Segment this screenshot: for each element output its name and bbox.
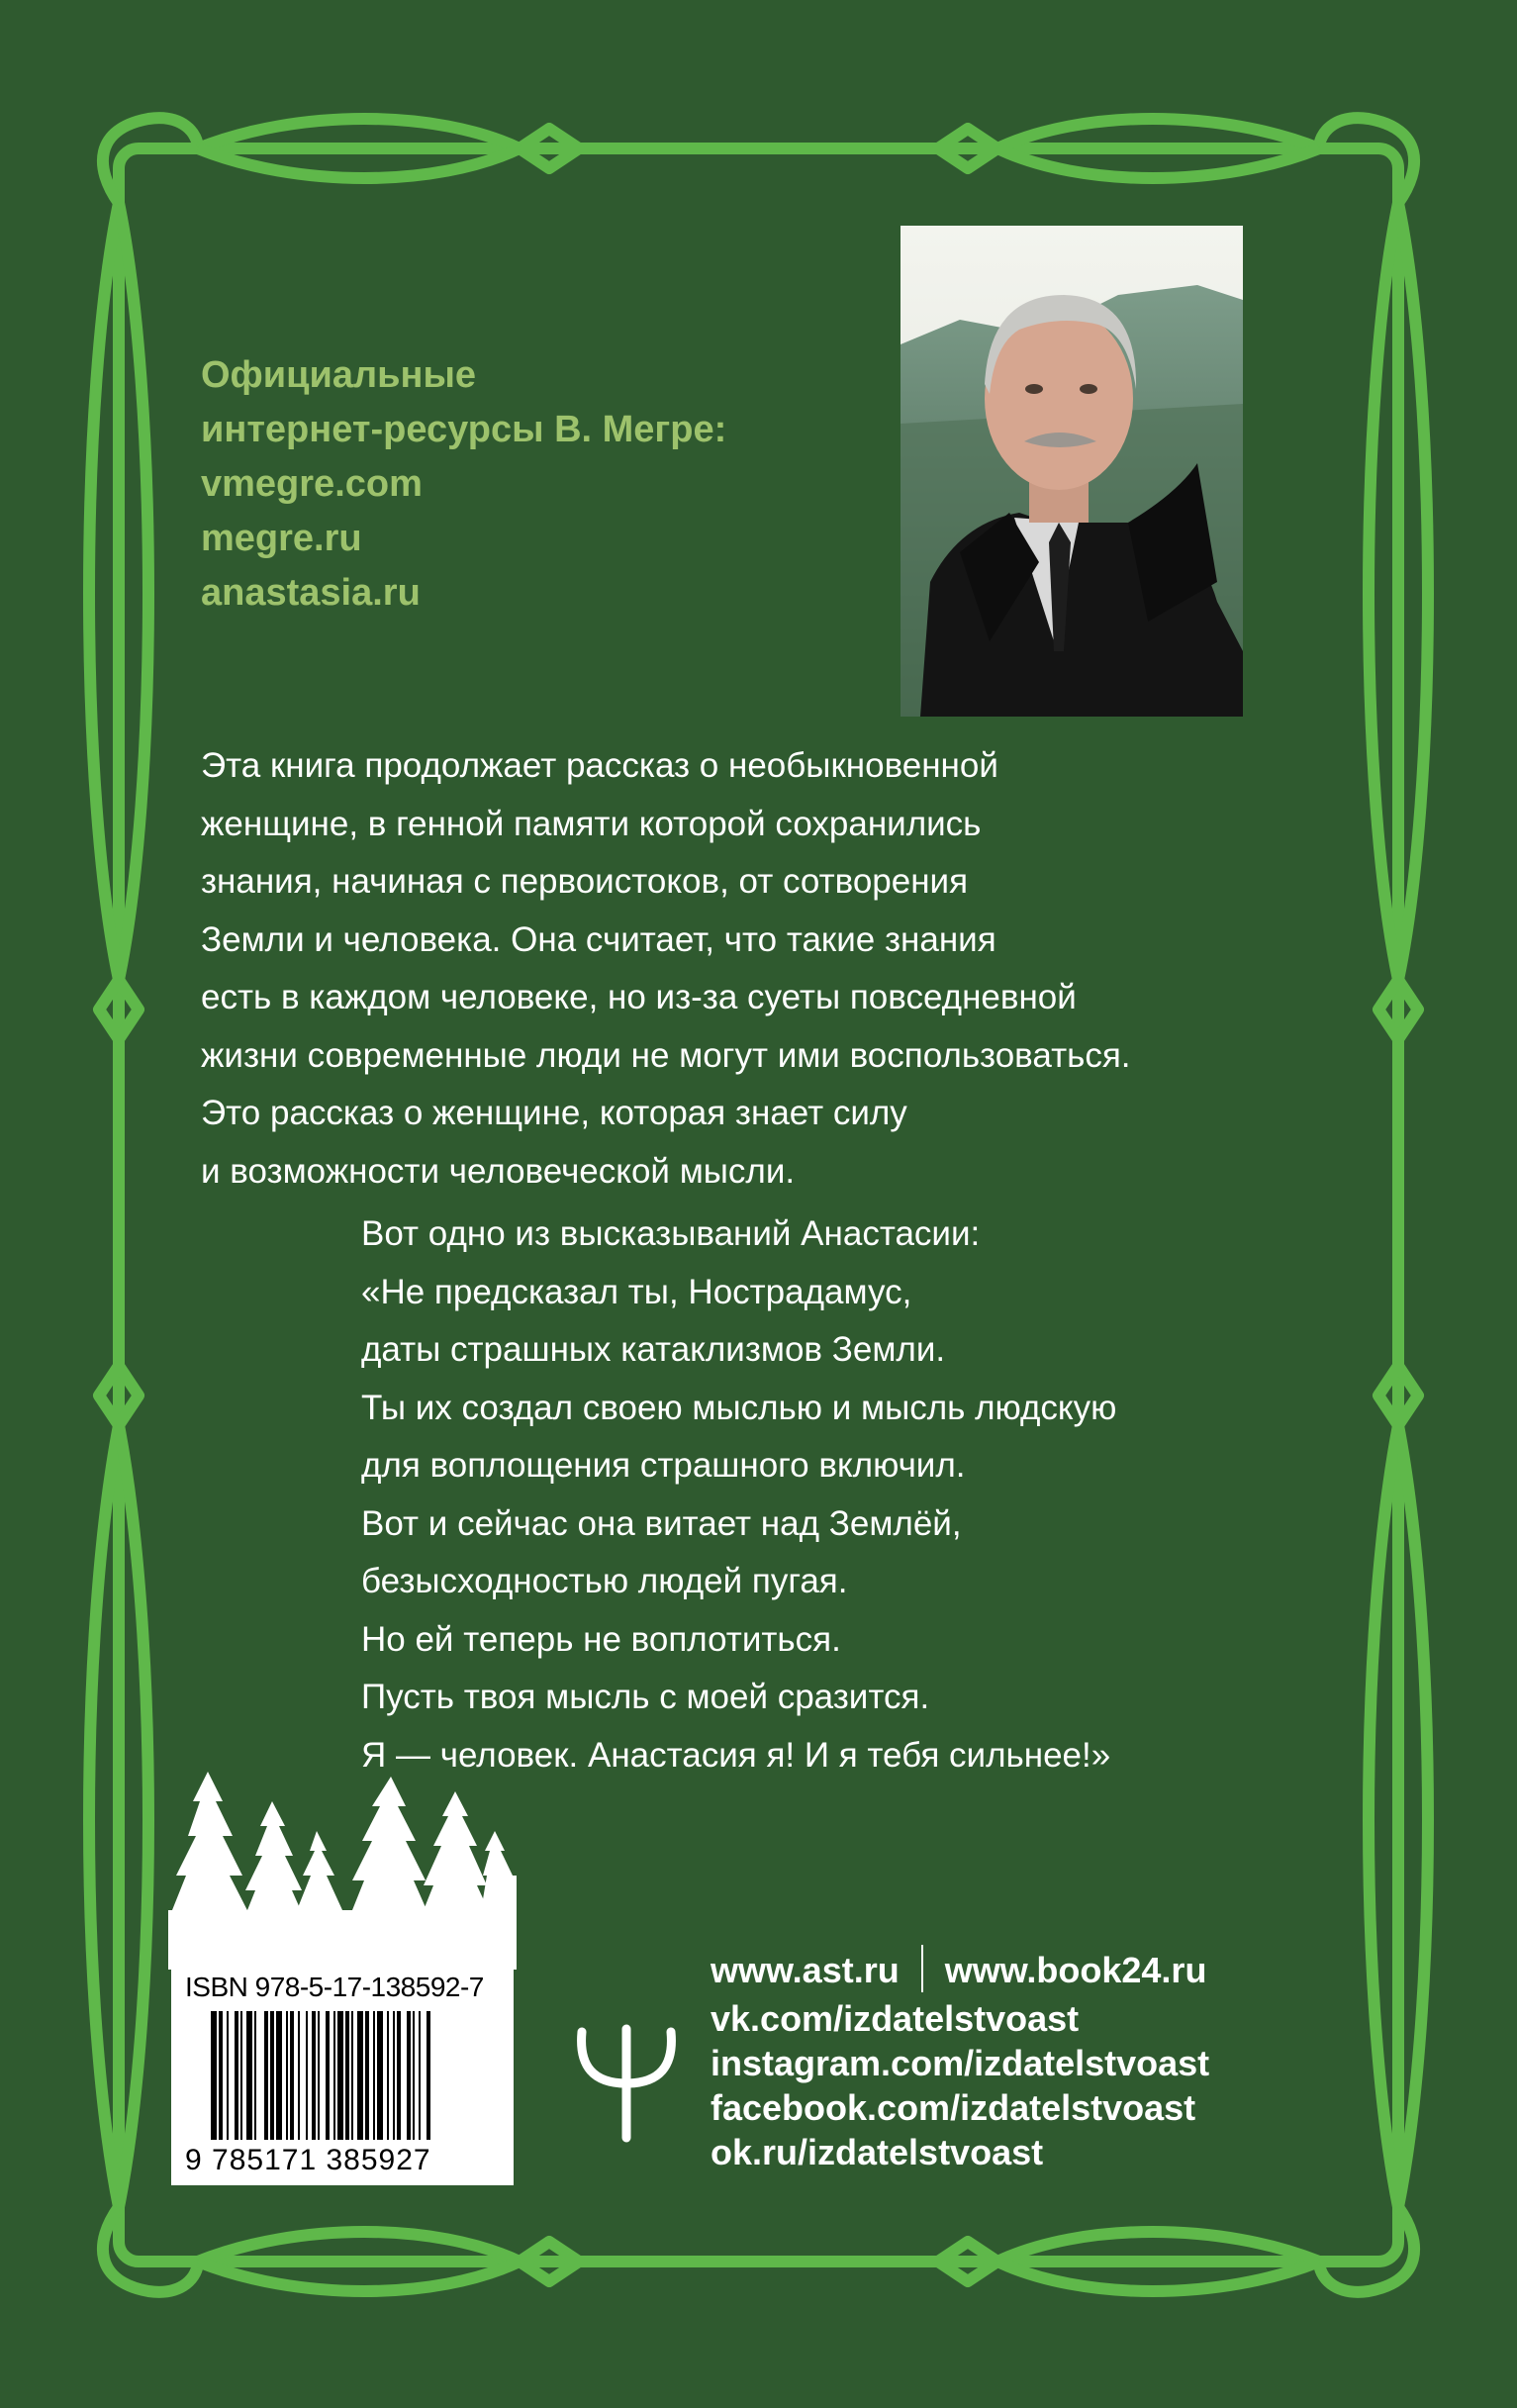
barcode-bar bbox=[397, 2011, 401, 2140]
barcode-bar bbox=[290, 2011, 294, 2140]
publisher-vk[interactable]: vk.com/izdatelstvoast bbox=[711, 1998, 1080, 2040]
barcode-bar bbox=[407, 2011, 411, 2140]
book-description bbox=[201, 737, 1131, 1201]
description-line: и возможности человеческой мысли. bbox=[201, 1151, 796, 1191]
barcode-bar bbox=[211, 2011, 217, 2140]
isbn-digits: 9 785171 385927 bbox=[185, 2144, 431, 2176]
author-site-vmegre[interactable]: vmegre.com bbox=[201, 463, 423, 505]
barcode-bar bbox=[333, 2011, 335, 2140]
barcode-bar bbox=[373, 2011, 375, 2140]
quote-line: Пусть твоя мысль с моей сразится. bbox=[361, 1678, 930, 1716]
quote-line: Но ей теперь не воплотиться. bbox=[361, 1619, 841, 1659]
publisher-instagram[interactable]: instagram.com/izdatelstvoast bbox=[711, 2043, 1210, 2084]
barcode-bar bbox=[276, 2011, 282, 2140]
description-line: есть в каждом человеке, но из-за суеты повседневной bbox=[201, 978, 1077, 1016]
publisher-links bbox=[711, 1948, 1209, 2174]
description-line: Эта книга продолжает рассказ о необыкновенной bbox=[201, 746, 998, 785]
publisher-facebook[interactable]: facebook.com/izdatelstvoast bbox=[711, 2087, 1196, 2129]
barcode-bar bbox=[286, 2011, 288, 2140]
quote-line: для воплощения страшного включил. bbox=[361, 1446, 966, 1485]
description-line: знания, начиная с первоистоков, от сотворения bbox=[201, 862, 969, 901]
publisher-ok[interactable]: ok.ru/izdatelstvoast bbox=[711, 2132, 1044, 2173]
barcode-bar bbox=[357, 2011, 363, 2140]
barcode-bar bbox=[419, 2011, 421, 2140]
quote-line: Ты их создал своею мыслью и мысль людскую bbox=[361, 1388, 1117, 1427]
author-site-megre[interactable]: megre.ru bbox=[201, 518, 362, 559]
barcode-bar bbox=[219, 2011, 223, 2140]
barcode-bar bbox=[413, 2011, 415, 2140]
barcode-bar bbox=[235, 2011, 238, 2140]
fir-trees-icon bbox=[168, 1762, 517, 1970]
publisher-site-ast[interactable]: www.ast.ru bbox=[711, 1950, 900, 1990]
quote-line: безысходностью людей пугая. bbox=[361, 1562, 848, 1600]
divider bbox=[921, 1945, 923, 1992]
barcode-bar bbox=[227, 2011, 229, 2140]
barcode-bar bbox=[337, 2011, 343, 2140]
barcode-bar bbox=[298, 2011, 300, 2140]
quote-line: «Не предсказал ты, Нострадамус, bbox=[361, 1272, 912, 1311]
barcode-bar bbox=[318, 2011, 320, 2140]
barcode-bar bbox=[387, 2011, 389, 2140]
barcode-bar bbox=[326, 2011, 330, 2140]
author-links bbox=[201, 348, 726, 621]
barcode-bar bbox=[306, 2011, 308, 2140]
barcode-bar bbox=[427, 2011, 430, 2140]
barcode-bar bbox=[345, 2011, 349, 2140]
description-line: жизни современные люди не могут ими воспользоваться. bbox=[201, 1035, 1131, 1075]
barcode-bar bbox=[246, 2011, 252, 2140]
barcode-icon bbox=[211, 2011, 470, 2140]
barcode-bar bbox=[264, 2011, 268, 2140]
author-links-heading-1: Официальные bbox=[201, 354, 477, 396]
author-site-anastasia[interactable]: anastasia.ru bbox=[201, 572, 421, 614]
barcode-bar bbox=[270, 2011, 274, 2140]
description-line: Это рассказ о женщине, которая знает силу bbox=[201, 1094, 907, 1132]
publisher-site-book24[interactable]: www.book24.ru bbox=[944, 1950, 1207, 1990]
description-line: женщине, в генной памяти которой сохранились bbox=[201, 804, 982, 843]
description-line: Земли и человека. Она считает, что такие знания bbox=[201, 919, 996, 959]
barcode-bar bbox=[351, 2011, 353, 2140]
author-portrait-icon bbox=[901, 226, 1243, 717]
isbn-label: ISBN 978-5-17-138592-7 bbox=[185, 1972, 484, 2002]
barcode-bar bbox=[312, 2011, 316, 2140]
quote-line: Я — человек. Анастасия я! И я тебя сильнее!» bbox=[361, 1735, 1111, 1775]
barcode-bar bbox=[240, 2011, 242, 2140]
psi-logo-icon bbox=[572, 2024, 681, 2143]
barcode-bar bbox=[393, 2011, 395, 2140]
author-photo bbox=[901, 226, 1243, 717]
barcode-bar bbox=[365, 2011, 369, 2140]
quote-line: даты страшных катаклизмов Земли. bbox=[361, 1330, 946, 1369]
barcode-bar bbox=[254, 2011, 256, 2140]
quote-line: Вот одно из высказываний Анастасии: bbox=[361, 1214, 981, 1253]
author-links-heading-2: интернет-ресурсы В. Мегре: bbox=[201, 409, 727, 450]
barcode-bar bbox=[377, 2011, 383, 2140]
anastasia-quote bbox=[361, 1205, 1116, 1784]
quote-line: Вот и сейчас она витает над Землёй, bbox=[361, 1503, 962, 1543]
isbn-barcode-box bbox=[171, 1960, 514, 2185]
